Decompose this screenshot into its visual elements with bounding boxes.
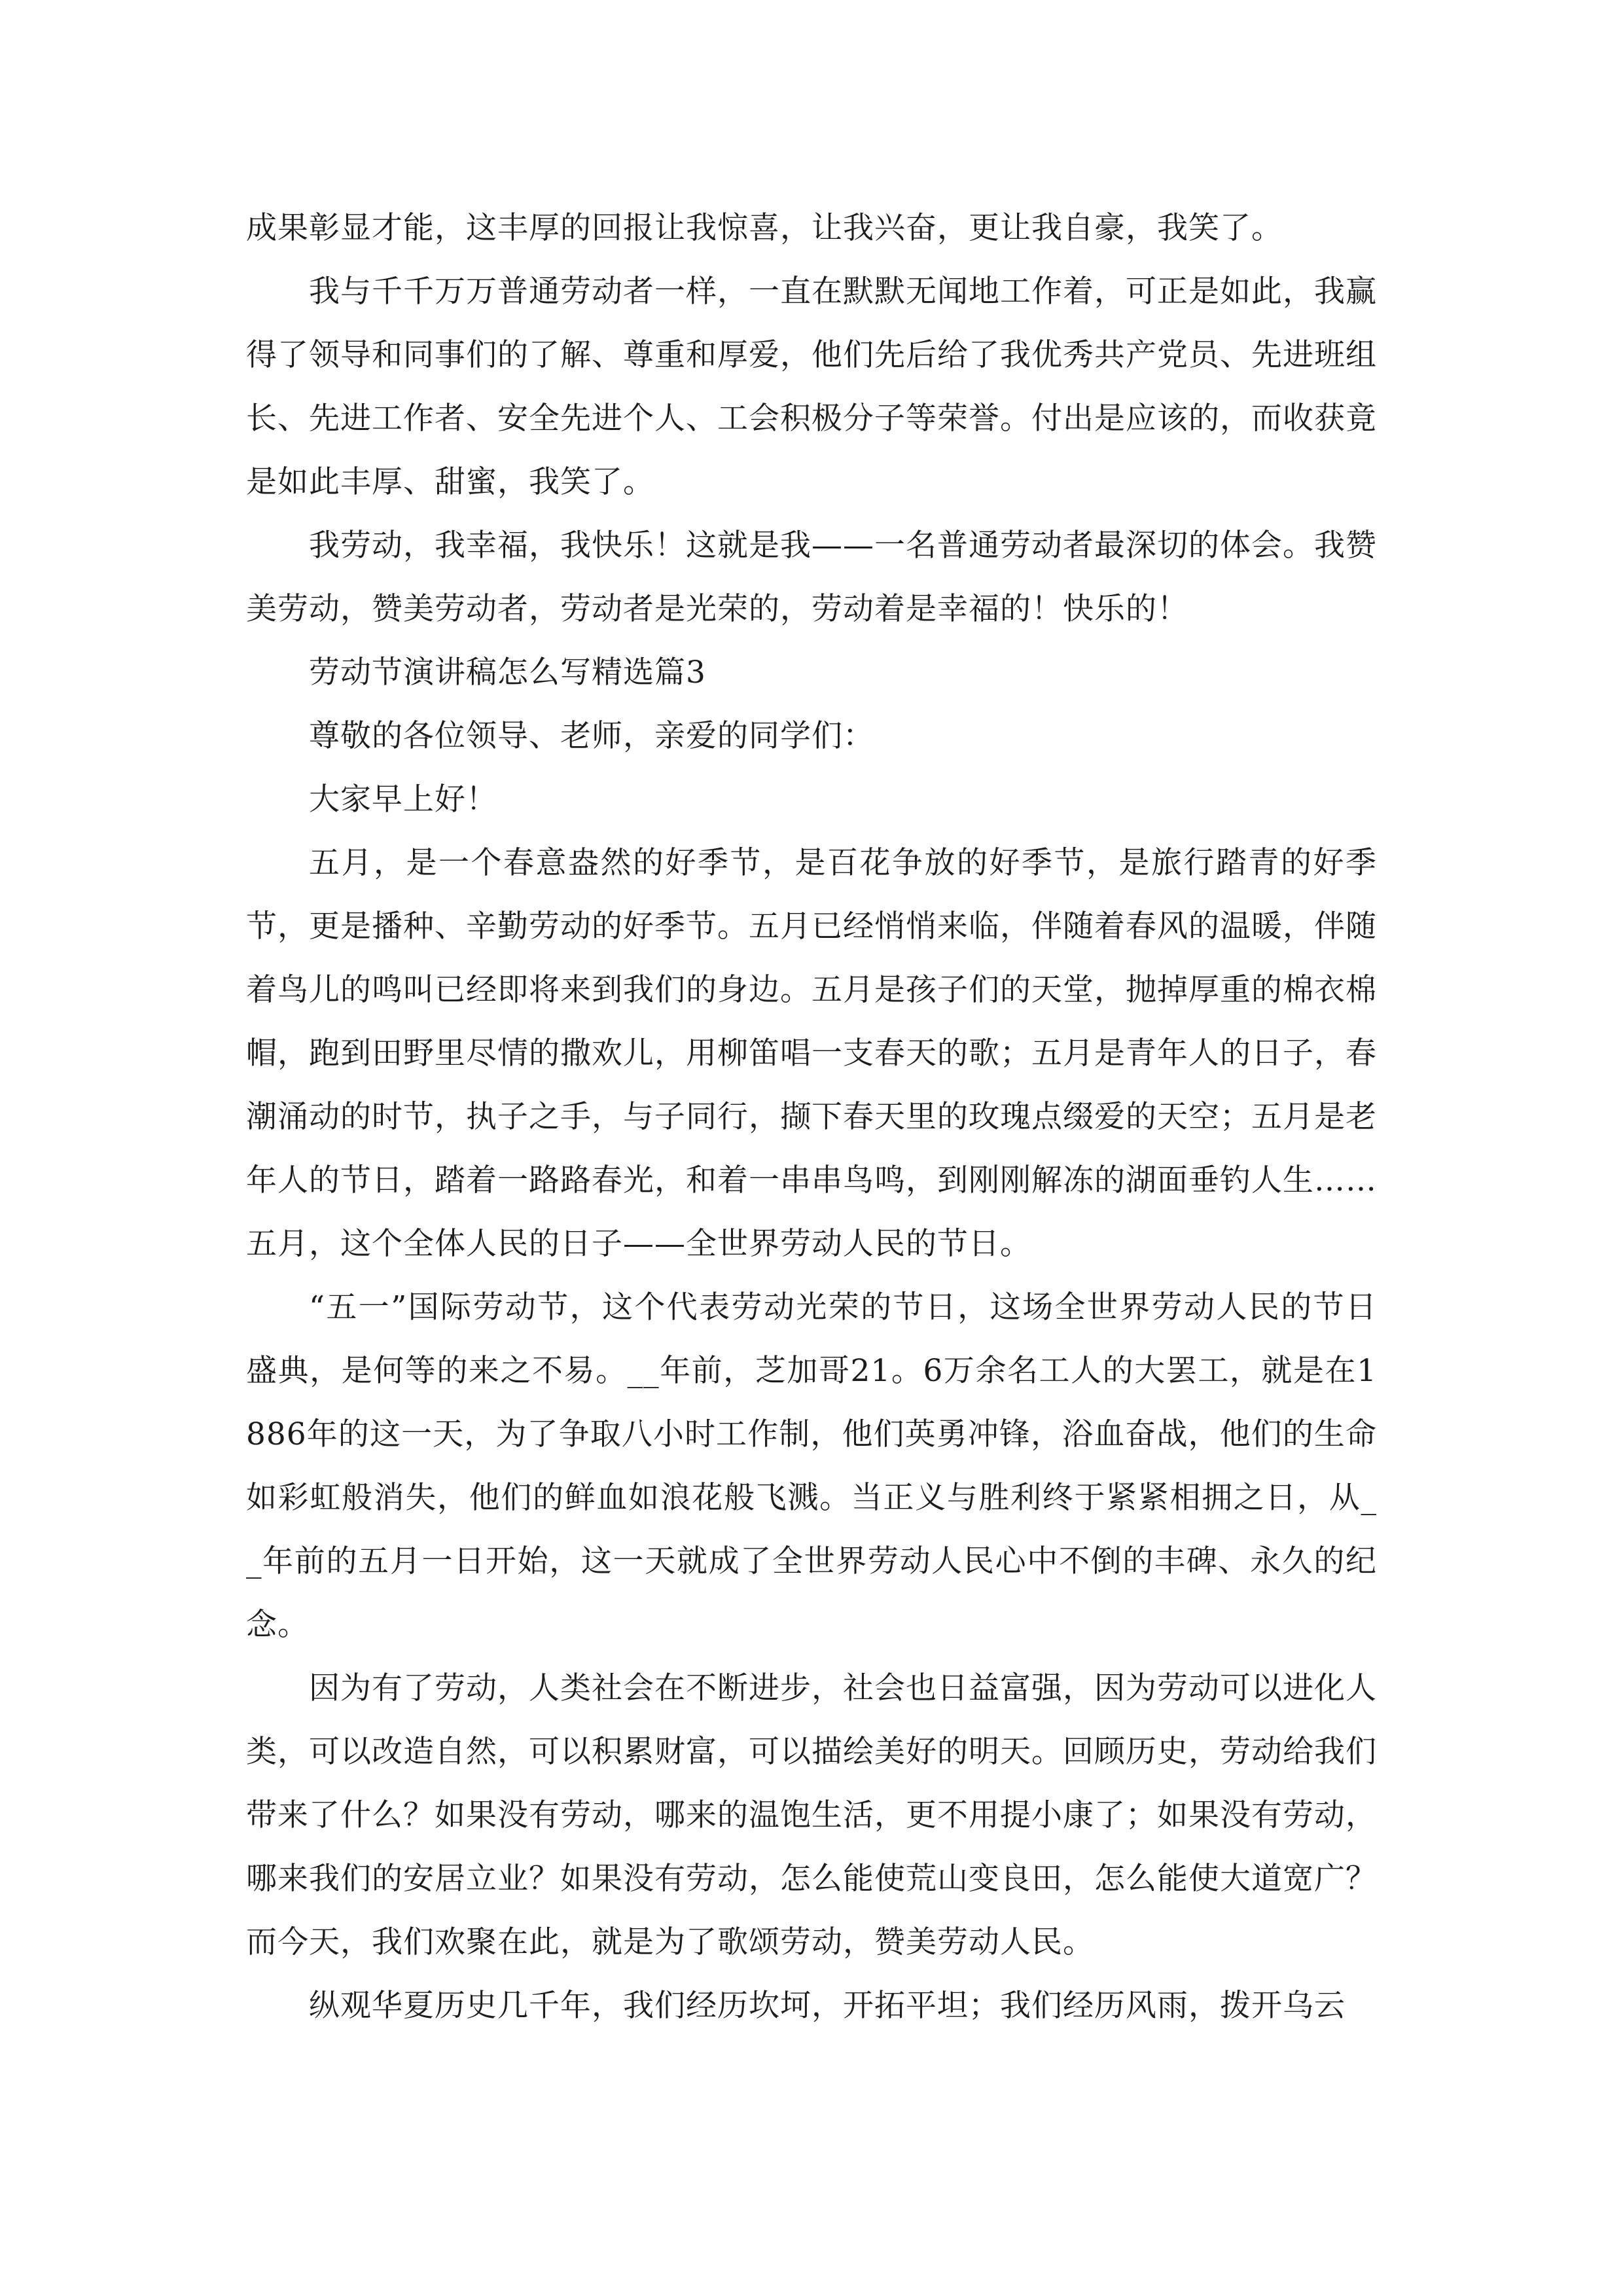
greeting: 大家早上好！ bbox=[309, 781, 497, 817]
paragraph: 五月，是一个春意盎然的好季节，是百花争放的好季节，是旅行踏青的好季节，更是播种、辛勤劳动的好季节。五月已经悄悄来临，伴随着春风的温暖，伴随着鸟儿的鸣叫已经即将来到我们的身边。五月是孩子们的天堂，抛掉厚重的棉衣棉帽，跑到田野里尽情的撒欢儿，用柳笛唱一支春天的歌；五月是青年人的日子，春潮涌动的时节，执子之手，与子同行，撷下春天里的玫瑰点缀爱的天空；五月是老年人的节日，踏着一路路春光，和着一串串鸟鸣，到刚刚解冻的湖面垂钓人生……五月，这个全体人民的日子——全世界劳动人民的节日。 bbox=[246, 845, 1377, 1262]
paragraph-continued: 成果彰显才能，这丰厚的回报让我惊喜，让我兴奋，更让我自豪，我笑了。 bbox=[246, 210, 1283, 246]
paragraph: 我劳动，我幸福，我快乐！这就是我——一名普通劳动者最深切的体会。我赞美劳动，赞美劳动者，劳动者是光荣的，劳动着是幸福的！快乐的！ bbox=[246, 528, 1377, 627]
paragraph: 纵观华夏历史几千年，我们经历坎坷，开拓平坦；我们经历风雨，拨开乌云 bbox=[309, 1988, 1346, 2024]
salutation: 尊敬的各位领导、老师，亲爱的同学们： bbox=[309, 718, 874, 754]
paragraph: 我与千千万万普通劳动者一样，一直在默默无闻地工作着，可正是如此，我赢得了领导和同事们的了解、尊重和厚爱，他们先后给了我优秀共产党员、先进班组长、先进工作者、安全先进个人、工会积极分子等荣誉。付出是应该的，而收获竟是如此丰厚、甜蜜，我笑了。 bbox=[246, 274, 1377, 500]
document-body bbox=[246, 196, 1377, 2037]
section-heading: 劳动节演讲稿怎么写精选篇3 bbox=[309, 655, 706, 691]
paragraph: “五一”国际劳动节，这个代表劳动光荣的节日，这场全世界劳动人民的节日盛典，是何等的来之不易。__年前，芝加哥21。6万余名工人的大罢工，就是在1886年的这一天，为了争取八小时工作制，他们英勇冲锋，浴血奋战，他们的生命如彩虹般消失，他们的鲜血如浪花般飞溅。当正义与胜利终于紧紧相拥之日，从__年前的五月一日开始，这一天就成了全世界劳动人民心中不倒的丰碑、永久的纪念。 bbox=[246, 1289, 1377, 1643]
paragraph: 因为有了劳动，人类社会在不断进步，社会也日益富强，因为劳动可以进化人类，可以改造自然，可以积累财富，可以描绘美好的明天。回顾历史，劳动给我们带来了什么？如果没有劳动，哪来的温饱生活，更不用提小康了；如果没有劳动，哪来我们的安居立业？如果没有劳动，怎么能使荒山变良田，怎么能使大道宽广？而今天，我们欢聚在此，就是为了歌颂劳动，赞美劳动人民。 bbox=[246, 1670, 1377, 1960]
